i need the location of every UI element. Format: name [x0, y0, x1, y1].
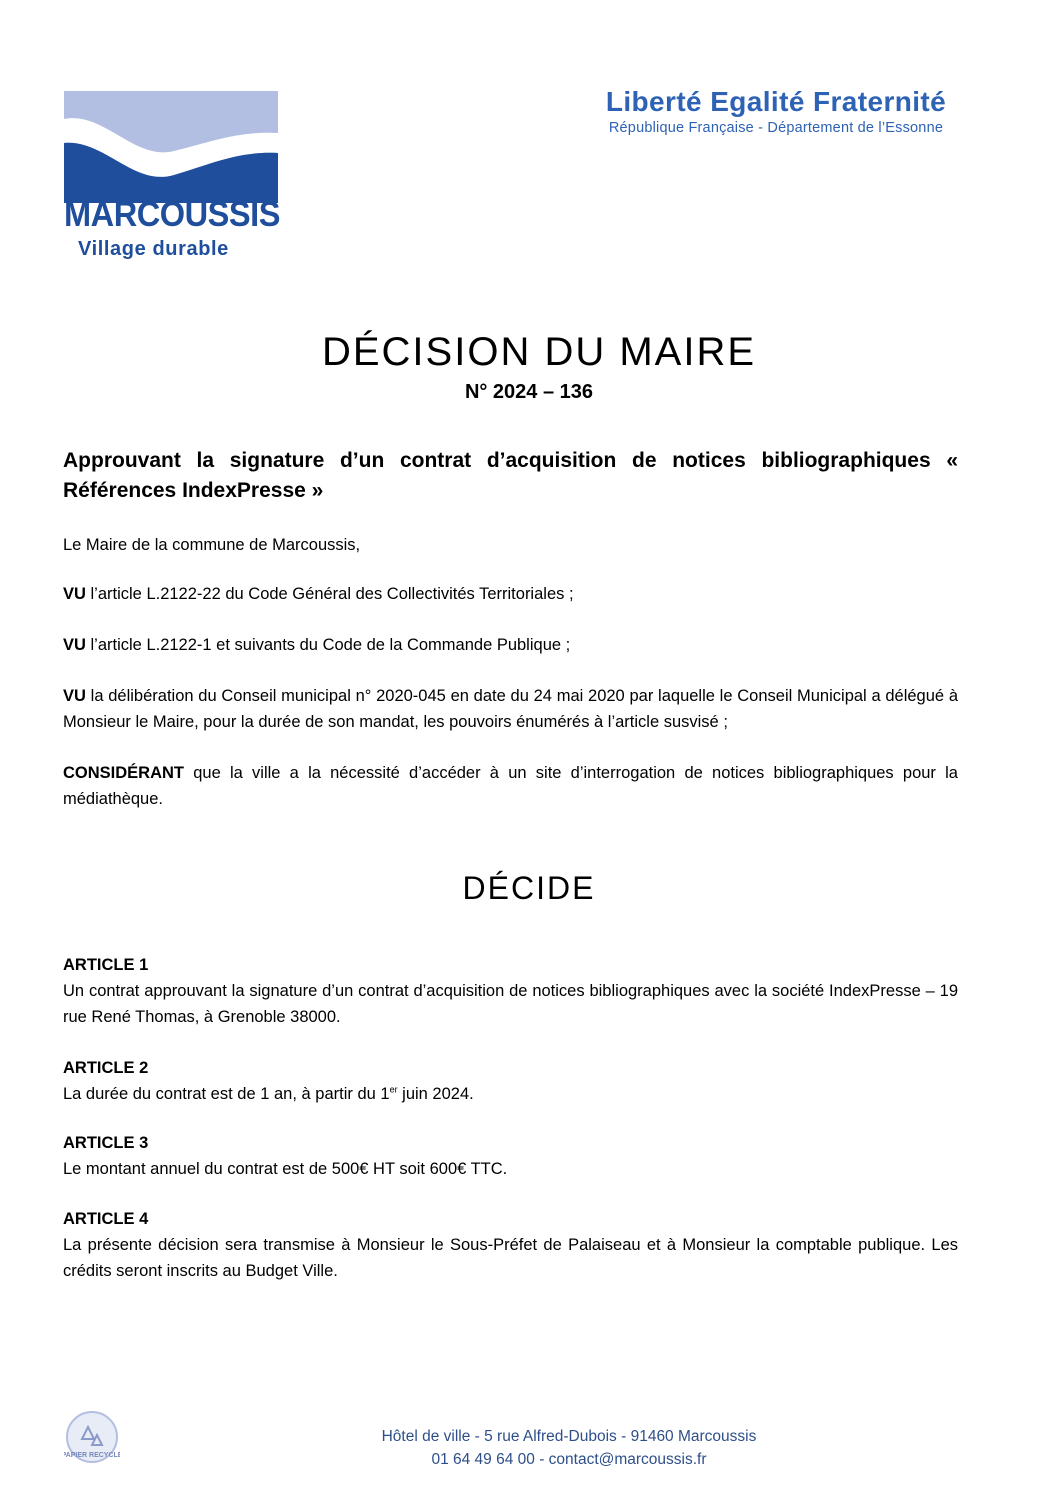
vu-keyword: VU [63, 636, 86, 654]
article-2 [63, 1055, 958, 1107]
recycle-badge-text: PAPIER RECYCLÉ [64, 1452, 120, 1459]
article-heading: ARTICLE 4 [63, 1210, 149, 1228]
vu-text: la délibération du Conseil municipal n° 2020-045 en date du 24 mai 2020 par laquelle le Conseil Municipal a délégué à Monsieur le Maire, pour la durée de son mandat, les pouvoirs énumérés à l’article susvisé ; [63, 687, 958, 731]
republic-motto [556, 86, 996, 136]
preamble-intro: Le Maire de la commune de Marcoussis, [63, 536, 361, 554]
vu-keyword: VU [63, 585, 86, 603]
article-3 [63, 1130, 958, 1182]
document-title-block [0, 330, 1058, 404]
logo-name: MARCOUSSIS [64, 195, 280, 234]
motto-subtitle: République Française - Département de l’Essonne [608, 120, 944, 136]
article-text: La présente décision sera transmise à Monsieur le Sous-Préfet de Palaiseau et à Monsieur la comptable publique. Les crédits seront inscrits au Budget Ville. [63, 1236, 958, 1280]
vu-clause-3 [63, 683, 958, 735]
article-1 [63, 952, 958, 1030]
decide-heading: DÉCIDE [462, 870, 596, 906]
vu-text: l’article L.2122-1 et suivants du Code de la Commande Publique ; [90, 636, 571, 654]
decision-subject: Approuvant la signature d’un contrat d’acquisition de notices bibliographiques « Références IndexPresse » [63, 449, 958, 502]
footer-contact-line: 01 64 49 64 00 - contact@marcoussis.fr [431, 1451, 707, 1468]
footer-address [40, 1425, 1058, 1471]
footer-address-line: Hôtel de ville - 5 rue Alfred-Dubois - 91460 Marcoussis [381, 1428, 757, 1445]
logo-tagline: Village durable [78, 238, 229, 260]
article-text: Un contrat approuvant la signature d’un contrat d’acquisition de notices bibliographiques avec la société IndexPresse – 19 rue René Thomas, à Grenoble 38000. [63, 982, 958, 1026]
article-text: Le montant annuel du contrat est de 500€ HT soit 600€ TTC. [63, 1160, 508, 1178]
considerant-keyword: CONSIDÉRANT [63, 764, 185, 782]
logo-wave-graphic [64, 91, 278, 203]
motto-text: Liberté Egalité Fraternité [605, 86, 947, 117]
document-title: DÉCISION DU MAIRE [321, 330, 757, 374]
article-heading: ARTICLE 3 [63, 1134, 149, 1152]
vu-clause-1 [63, 581, 958, 607]
vu-clause-2 [63, 632, 958, 658]
considerant-text: que la ville a la nécessité d’accéder à un site d’interrogation de notices bibliographiques pour la médiathèque. [63, 764, 958, 808]
article-4 [63, 1206, 958, 1284]
article-text-part: juin 2024. [397, 1085, 474, 1103]
marcoussis-logo [64, 91, 278, 266]
vu-text: l’article L.2122-22 du Code Général des Collectivités Territoriales ; [90, 585, 574, 603]
considerant-clause [63, 760, 958, 812]
ordinal-superscript: er [389, 1084, 398, 1095]
article-heading: ARTICLE 1 [63, 956, 149, 974]
article-text [63, 1081, 958, 1107]
vu-keyword: VU [63, 687, 86, 705]
article-heading: ARTICLE 2 [63, 1059, 149, 1077]
article-text-part: La durée du contrat est de 1 an, à partir du 1 [63, 1085, 390, 1103]
decision-number: N° 2024 – 136 [464, 381, 594, 403]
